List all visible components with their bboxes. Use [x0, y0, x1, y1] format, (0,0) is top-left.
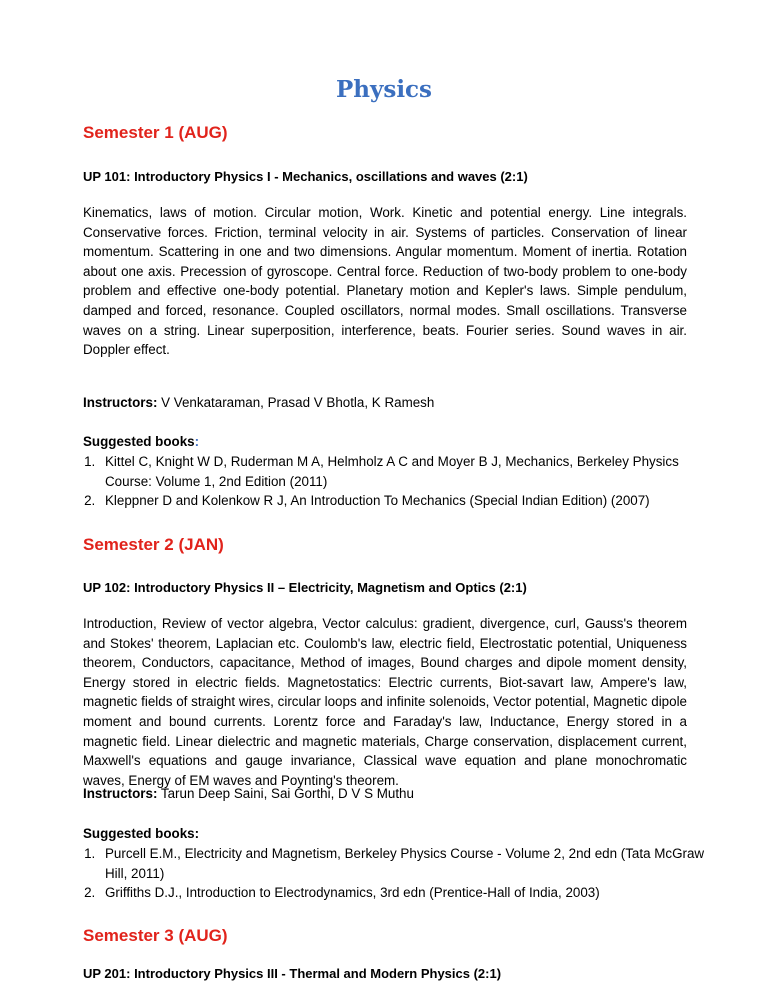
course-title: UP 102: Introductory Physics II – Electricity, Magnetism and Optics (2:1): [83, 580, 527, 595]
semester-heading: Semester 2 (JAN): [83, 535, 224, 554]
page-title: Physics: [335, 76, 433, 103]
books-label-text: Suggested books: [83, 434, 195, 449]
course-description: Kinematics, laws of motion. Circular motion, Work. Kinetic and potential energy. Line integrals. Conservative forces. Friction, terminal velocity in air. Systems of particles. Conservation of linear momentum. Scattering in one and two dimensions. Angular momentum. Moment of inertia. Rotation about one axis. Precession of gyroscope. Central force. Reduction of two-body problem to one-body problem and effective one-body potential. Planetary motion and Kepler's laws. Simple pendulum, damped and forced, resonance. Coupled oscillators, normal modes. Small oscillations. Transverse waves on a string. Linear superposition, interference, beats. Fourier series. Sound waves in air. Doppler effect.: [83, 205, 687, 358]
books-list: [83, 452, 709, 511]
books-label-colon: :: [194, 434, 200, 449]
list-item: 1. Kittel C, Knight W D, Ruderman M A, Helmholz A C and Moyer B J, Mechanics, Berkeley Physics Course: Volume 1, 2nd Edition (2011): [99, 452, 709, 491]
suggested-books-label: [83, 434, 199, 449]
semester-heading: Semester 1 (AUG): [83, 123, 228, 142]
instructors-line: [83, 395, 434, 410]
course-title: UP 101: Introductory Physics I - Mechanics, oscillations and waves (2:1): [83, 169, 528, 184]
list-item: 2. Griffiths D.J., Introduction to Electrodynamics, 3rd edn (Prentice-Hall of India, 2003): [99, 883, 709, 903]
instructors-names: Tarun Deep Saini, Sai Gorthi, D V S Muthu: [160, 786, 414, 801]
instructors-line: [83, 786, 414, 801]
instructors-label: Instructors:: [83, 395, 158, 410]
course-description: Introduction, Review of vector algebra, Vector calculus: gradient, divergence, curl, Gauss's theorem and Stokes' theorem, Laplacian etc. Coulomb's law, electric field, Electrostatic potential, Uniqueness theorem, Conductors, capacitance, Method of images, Bound charges and dipole moment density, Energy stored in electric fields. Magnetostatics: Electric currents, Biot-savart law, Ampere's law, magnetic fields of straight wires, circular loops and infinite solenoids, Vector potential, Magnetic dipole moment and bound currents. Lorentz force and Faraday's law, Inductance, Energy stored in a magnetic field. Linear dielectric and magnetic materials, Charge conservation, displacement current, Maxwell's equations and gauge invariance, Classical wave equation and plane monochromatic waves, Energy of EM waves and Poynting's theorem.: [83, 616, 687, 788]
list-item: 2. Kleppner D and Kolenkow R J, An Introduction To Mechanics (Special Indian Edition) (2007): [99, 491, 709, 511]
course-title: UP 201: Introductory Physics III - Thermal and Modern Physics (2:1): [83, 966, 502, 981]
suggested-books-label: Suggested books:: [83, 826, 200, 841]
list-item: 1. Purcell E.M., Electricity and Magnetism, Berkeley Physics Course - Volume 2, 2nd edn (Tata McGraw Hill, 2011): [99, 844, 709, 883]
semester-heading: Semester 3 (AUG): [83, 926, 228, 945]
instructors-names: V Venkataraman, Prasad V Bhotla, K Ramesh: [161, 395, 435, 410]
books-list: [83, 844, 709, 903]
instructors-label: Instructors:: [83, 786, 158, 801]
